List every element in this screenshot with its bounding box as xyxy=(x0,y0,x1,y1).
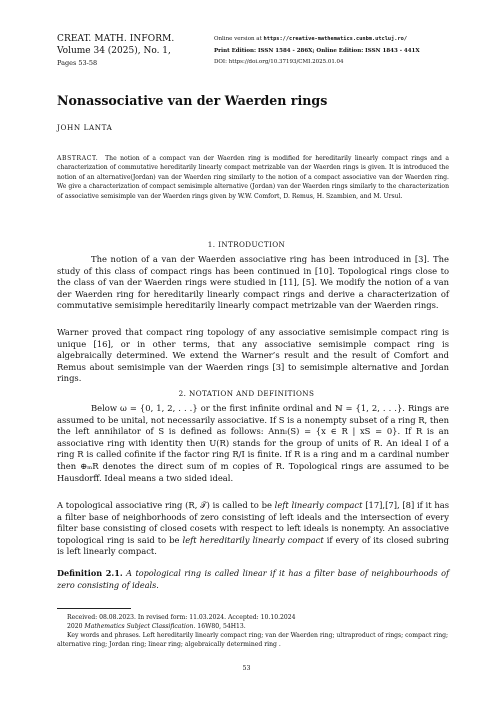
notation-paragraph-1 xyxy=(57,403,449,484)
paper-title: Nonassociative van der Waerden rings xyxy=(57,93,328,108)
msc-label: Mathematics Subject Classification. xyxy=(84,623,196,630)
footnotes xyxy=(57,613,449,649)
journal-header xyxy=(57,33,207,69)
section-heading-notation: 2. NOTATION AND DEFINITIONS xyxy=(178,389,315,398)
issn-line: Print Edition: ISSN 1584 - 286X; Online Edition: ISSN 1843 - 441X xyxy=(214,47,420,54)
msc-year: 2020 xyxy=(67,623,85,630)
abstract-text: The notion of a compact van der Waerden ring is modified for hereditarily linearly compact rings and a characterization of commutative hereditarily linearly compact metrizable van der Waerden rings is given. It is introduced the notion of an alternative(Jordan) van der Waerden ring similarly to the notion of a compact associative van der Waerden ring. We give a characterization of compact semisimple alternative (Jordan) van der Waerden rings similarly to the characterization of associative semisimple van der Waerden rings given by W.W. Comfort, D. Remus, H. Szambien, and M. Ursul. xyxy=(57,155,449,200)
doi-link[interactable]: DOI: https://doi.org/10.37193/CMI.2025.01.04 xyxy=(214,59,344,65)
online-prefix: Online version at xyxy=(214,36,264,42)
definition-label: Definition 2.1. xyxy=(57,568,123,578)
journal-name: CREAT. MATH. INFORM. xyxy=(57,34,175,44)
msc-classification xyxy=(57,622,449,631)
term-left-hereditarily-linearly-compact: left hereditarily linearly compact xyxy=(182,534,324,545)
online-version-line xyxy=(214,34,474,46)
received-dates xyxy=(57,613,449,622)
notation-paragraph-2-a: A topological associative ring (R, 𝒯) is called to be xyxy=(57,500,275,510)
notation-paragraph-1-text: Below ω = {0, 1, 2, . . .} or the first infinite ordinal and ℕ = {1, 2, . . .}. Rings are assumed to be unital, not necessarily associative. If S is a nonempty subset of a ring R, then the left annihilator of S is defined as follows: Annₗ(S) = {x ∈ R | xS = 0}. If R is an associative ring with identity then U(R) stands for the group of units of R. An ideal I of a ring R is called cofinite if the factor ring R/I is finite. If R is a ring and m a cardinal number then ⊕ₘR denotes the direct sum of m copies of R. Topological rings are assumed to be Hausdorff. Ideal means a two sided ideal. xyxy=(57,403,449,483)
keywords xyxy=(57,631,449,649)
abstract xyxy=(57,154,449,201)
footnote-divider xyxy=(57,608,131,609)
edition-info xyxy=(214,34,474,69)
notation-paragraph-2-c: if every of its closed subring is left linearly compact. xyxy=(57,534,449,557)
paper-author: JOHN LANTA xyxy=(57,123,113,132)
notation-paragraph-2-b: [17],[7], [8] if it has a filter base of neighborhoods of zero consisting of left ideals and the intersection of every filter base consisting of closed cosets with respect to left ideals is nonempty. An associative topological ring is said to be xyxy=(57,500,450,545)
page-number: 53 xyxy=(242,665,251,672)
notation-paragraph-2 xyxy=(57,500,449,558)
definition-2-1 xyxy=(57,568,449,591)
keywords-text: Key words and phrases. Left hereditarily linearly compact ring; van der Waerden ring; ultraproduct of rings; compact ring; alternative ring; Jordan ring; linear ring; algebraically determined ring . xyxy=(57,632,449,648)
term-left-linearly-compact: left linearly compact xyxy=(274,500,363,510)
intro-paragraph-1-text: The notion of a van der Waerden associative ring has been introduced in [3]. The study of this class of compact rings has been continued in [10]. Topological rings close to the class of van der Waerden rings were studied in [11], [5]. We modify the notion of a van der Waerden ring for hereditarily linearly compact rings and derive a characterization of commutative semisimple hereditarily linearly compact metrizable van der Waerden rings. xyxy=(57,254,449,311)
volume-line: Volume 34 (2025), No. 1, xyxy=(57,46,171,56)
pages-range: Pages 53-58 xyxy=(57,59,98,67)
received-dates-text: Received: 08.08.2023. In revised form: 11.03.2024. Accepted: 10.10.2024 xyxy=(67,614,296,621)
section-heading-introduction: 1. INTRODUCTION xyxy=(207,240,286,249)
intro-paragraph-1 xyxy=(57,254,449,312)
abstract-heading: ABSTRACT. xyxy=(57,155,99,162)
definition-text: A topological ring is called linear if it has a filter base of neighbourhoods of zero consisting of ideals. xyxy=(57,568,450,590)
online-url-link[interactable]: https://creative-mathematics.cunbm.utcluj.ro/ xyxy=(263,36,408,42)
msc-codes: 16W80, 54H13. xyxy=(195,623,246,630)
intro-paragraph-2: Warner proved that compact ring topology of any associative semisimple compact ring is unique [16], or in other terms, that any associative semisimple compact ring is algebraically determined. We extend the Warner’s result and the result of Comfort and Remus about semisimple van der Waerden rings [3] to semisimple alternative and Jordan rings. xyxy=(57,327,449,384)
